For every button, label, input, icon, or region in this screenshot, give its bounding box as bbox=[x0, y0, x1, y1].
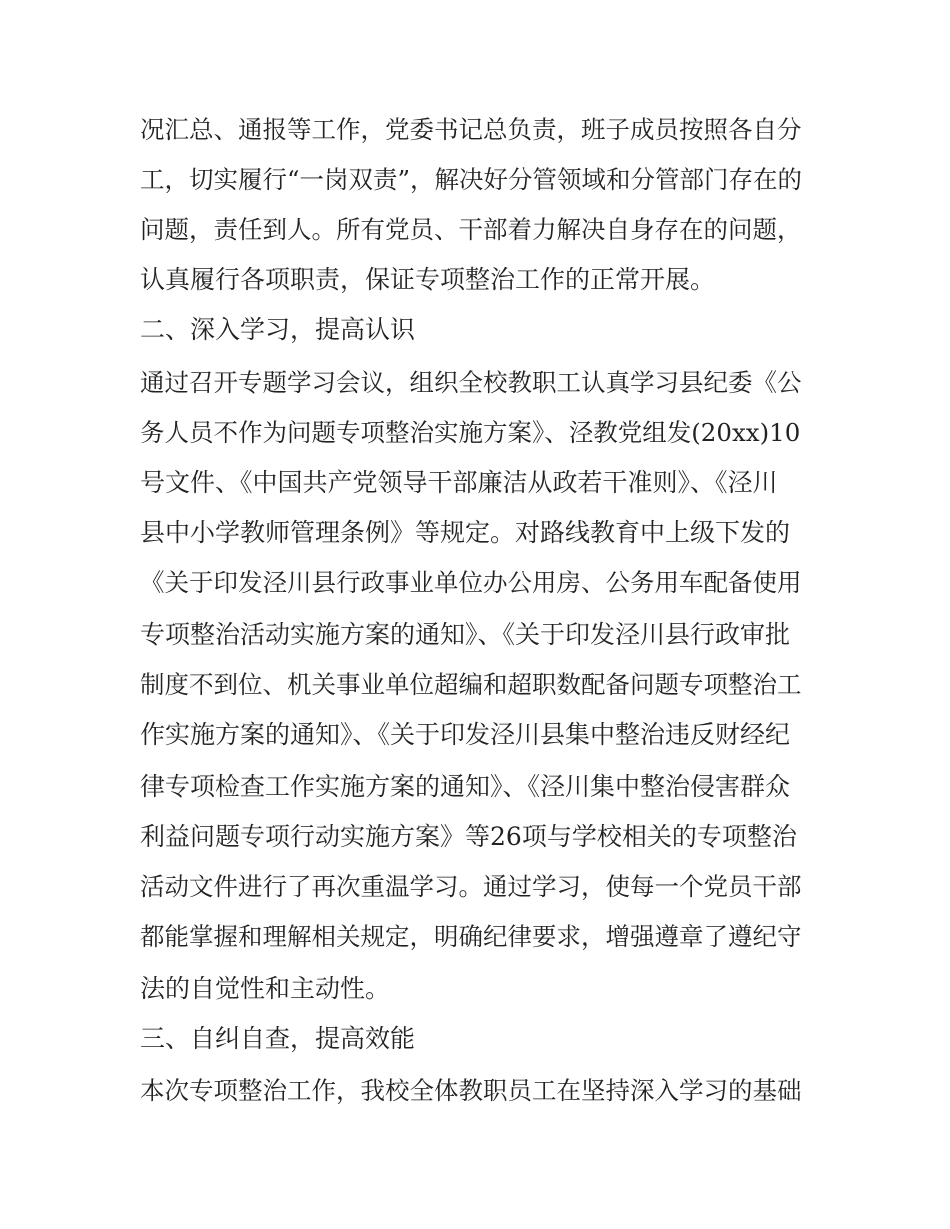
section-heading: 二、深入学习，提高认识 bbox=[140, 315, 416, 344]
paragraph-line: 工，切实履行“一岗双责”，解决好分管领域和分管部门存在的 bbox=[140, 165, 803, 194]
paragraph-line: 县中小学教师管理条例》等规定。对路线教育中上级下发的 bbox=[140, 518, 791, 547]
paragraph-line: 活动文件进行了再次重温学习。通过学习，使每一个党员干部 bbox=[140, 872, 802, 901]
paragraph-line: 通过召开专题学习会议，组织全校教职工认真学习县纪委《公 bbox=[140, 368, 802, 397]
paragraph-line: 况汇总、通报等工作，党委书记总负责，班子成员按照各自分 bbox=[140, 115, 802, 144]
paragraph-line: 专项整治活动实施方案的通知》、《关于印发泾川县行政审批 bbox=[140, 620, 791, 649]
paragraph-line: 律专项检查工作实施方案的通知》、《泾川集中整治侵害群众 bbox=[140, 772, 791, 801]
paragraph-line: 利益问题专项行动实施方案》等26项与学校相关的专项整治 bbox=[140, 822, 797, 851]
paragraph-line: 本次专项整治工作，我校全体教职员工在坚持深入学习的基础 bbox=[140, 1076, 802, 1105]
paragraph-line: 制度不到位、机关事业单位超编和超职数配备问题专项整治工 bbox=[140, 670, 802, 699]
paragraph-line: 都能掌握和理解相关规定，明确纪律要求，增强遵章了遵纪守 bbox=[140, 922, 802, 951]
paragraph-line: 号文件、《中国共产党领导干部廉洁从政若干准则》、《泾川 bbox=[140, 468, 778, 497]
paragraph-line: 法的自觉性和主动性。 bbox=[140, 974, 391, 1003]
paragraph-line: 《关于印发泾川县行政事业单位办公用房、公务用车配备使用 bbox=[140, 568, 802, 597]
paragraph-line: 问题，责任到人。所有党员、干部着力解决自身存在的问题， bbox=[140, 215, 802, 244]
paragraph-line: 务人员不作为问题专项整治实施方案》、泾教党组发(20xx)10 bbox=[140, 418, 801, 447]
paragraph-line: 作实施方案的通知》、《关于印发泾川县集中整治违反财经纪 bbox=[140, 720, 791, 749]
section-heading: 三、自纠自查，提高效能 bbox=[140, 1024, 416, 1053]
paragraph-line: 认真履行各项职责，保证专项整治工作的正常开展。 bbox=[140, 265, 716, 294]
